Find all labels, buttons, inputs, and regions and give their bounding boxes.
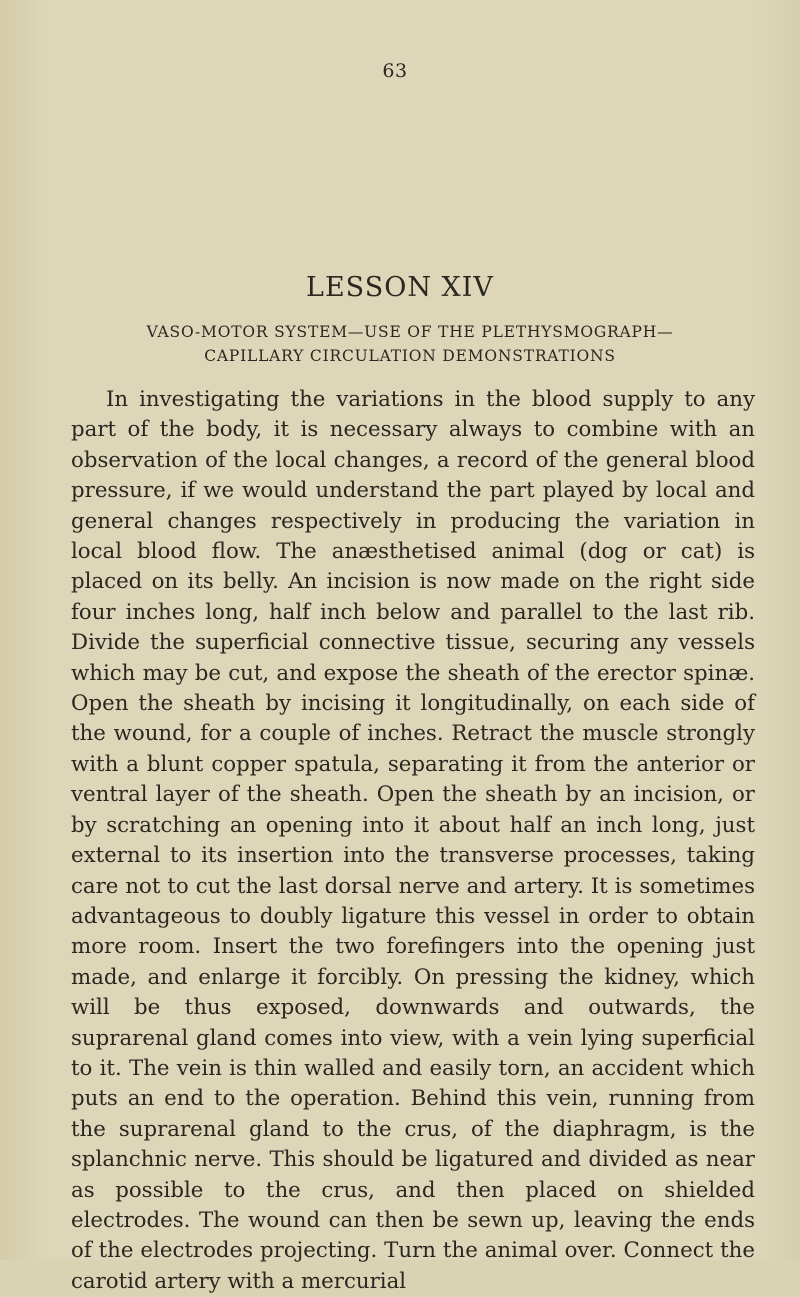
lesson-subtitle <box>70 320 750 368</box>
page-number: 63 <box>382 60 408 82</box>
body-paragraph: In investigating the variations in the blood supply to any part of the body, it is necessary always to combine with an observation of the local changes, a record of the general blood pressure, if we would understand the part played by local and general changes respectively in producing the variation in local blood flow. The anæsthetised animal (dog or cat) is placed on its belly. An incision is now made on the right side four inches long, half inch below and parallel to the last rib. Divide the superficial connective tissue, securing any vessels which may be cut, and expose the sheath of the erector spinæ. Open the sheath by incising it longitudinally, on each side of the wound, for a couple of inches. Retract the muscle strongly with a blunt copper spatula, separating it from the anterior or ventral layer of the sheath. Open the sheath by an incision, or by scratching an opening into it about half an inch long, just external to its insertion into the transverse processes, taking care not to cut the last dorsal nerve and artery. It is sometimes advantageous to doubly ligature this vessel in order to obtain more room. Insert the two forefingers into the opening just made, and enlarge it forcibly. On pressing the kidney, which will be thus exposed, downwards and outwards, the suprarenal gland comes into view, with a vein lying superficial to it. The vein is thin walled and easily torn, an accident which puts an end to the operation. Behind this vein, running from the suprarenal gland to the crus, of the diaphragm, is the splanchnic nerve. This should be ligatured and divided as near as possible to the crus, and then placed on shielded electrodes. The wound can then be sewn up, leaving the ends of the electrodes projecting. Turn the animal over. Connect the carotid artery with a mercurial <box>71 387 755 1294</box>
subtitle-line-1: VASO-MOTOR SYSTEM—USE OF THE PLETHYSMOGRAPH— <box>146 323 674 341</box>
lesson-title: LESSON XIV <box>306 272 494 303</box>
subtitle-line-2: CAPILLARY CIRCULATION DEMONSTRATIONS <box>204 347 616 365</box>
